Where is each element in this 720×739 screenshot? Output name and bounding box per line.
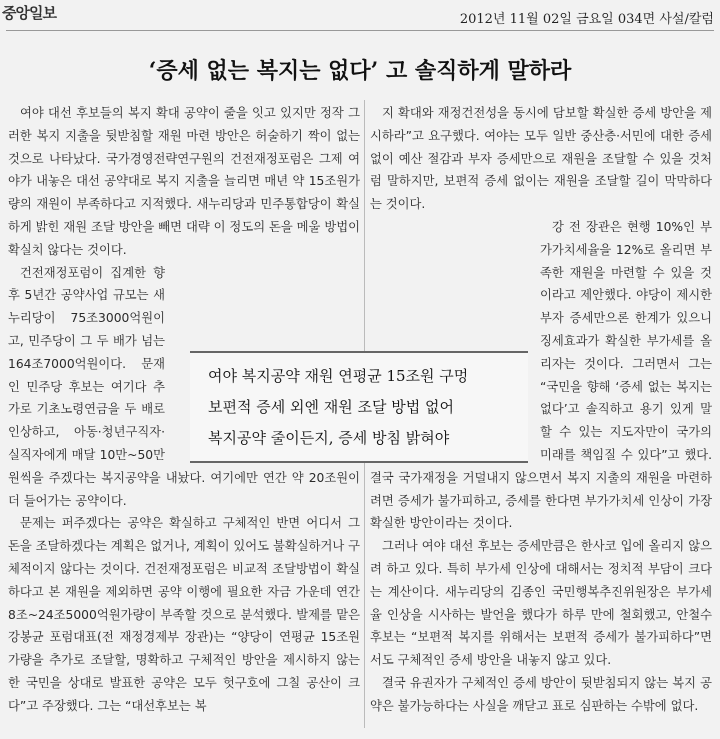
- paragraph: 건전재정포럼이 집계한 향후 5년간 공약사업 규모는 새누리당이 75조3000억원이고, 민주당이 그 두 배가 넘는 164조7000억원이다. 문재인 민주당 후보는 여기다 추가로 기초노령연금을 두 배로 인상하고, 아동·청년구직자·실직자에게 매달 10만~50만원씩을 주겠다는 복지공약을 내놨다. 여기에만 연간 약 20조원이 더 들어가는 공약이다.: [8, 265, 360, 508]
- dateline: 2012년 11월 02일 금요일 034면 사설/칼럼: [459, 12, 714, 27]
- paragraph: 여야 대선 후보들의 복지 확대 공약이 줄을 잇고 있지만 정작 그러한 복지 지출을 뒷받침할 재원 마련 방안은 허술하기 짝이 없는 것으로 나타났다. 국가경영전략연구원의 건전재정포럼은 그제 여야가 내놓은 대선 공약대로 복지 지출을 늘리면 매년 약 15조원가량의 재원이 부족하다고 지적했다. 새누리당과 민주통합당이 확실하게 밝힌 재원 조달 방안을 빼면 대략 이 정도의 돈을 메울 방법이 확실치 않다는 것이다.: [8, 106, 360, 257]
- paragraph: 결국 유권자가 구체적인 증세 방안이 뒷받침되지 않는 복지 공약은 불가능하다는 사실을 깨닫고 표로 심판하는 수밖에 없다.: [370, 675, 712, 713]
- top-divider: [6, 30, 714, 31]
- callout-line: 여야 복지공약 재원 연평균 15조원 구멍: [208, 367, 469, 385]
- editorial-headline: ‘증세 없는 복지는 없다’ 고 솔직하게 말하라: [148, 58, 572, 84]
- paragraph: 문제는 퍼주겠다는 공약은 확실하고 구체적인 반면 어디서 그 돈을 조달하겠다는 계획은 없거나, 계획이 있어도 불확실하거나 구체적이지 않다는 것이다. 건전재정포럼은 비교적 조달방법이 확실하다고 본 재원을 제외하면 공약 이행에 필요한 자금 가운데 연간 8조~24조5000억원가량이 부족할 것으로 분석했다. 발제를 맡은 강봉균 포럼대표(전 재정경제부 장관)는 “양당이 연평균 15조원가량을 추가로 조달할, 명확하고 구체적인 방안을 제시하지 않는 한 국민을 상대로 발표한 공약은 모두 헛구호에 그칠 공산이 크다”고 주장했다. 그는 “대선후보는 복: [8, 516, 360, 713]
- paragraph: 지 확대와 재정건전성을 동시에 담보할 확실한 증세 방안을 제시하라”고 요구했다. 여야는 모두 일반 중산층·서민에 대한 증세 없이 예산 절감과 부자 증세만으로 재원을 조달할 수 있을 것처럼 말하지만, 보편적 증세 없이는 재원을 조달할 길이 막막하다는 것이다.: [370, 106, 712, 212]
- paragraph: 그러나 여야 대선 후보는 증세만큼은 한사코 입에 올리지 않으려 하고 있다. 특히 부가세 인상에 대해서는 정치적 부담이 크다는 계산이다. 새누리당의 김종인 국민행복추진위원장은 부가세율 인상을 시사하는 발언을 했다가 하루 만에 철회했고, 안철수 후보는 “보편적 복지를 위해서는 보편적 증세가 불가피하다”면서도 구체적인 증세 방안을 내놓지 않고 있다.: [370, 539, 712, 668]
- callout-line: 복지공약 줄이든지, 증세 방침 밝혀야: [208, 429, 450, 447]
- summary-callout: [190, 351, 528, 463]
- callout-line: 보편적 증세 외엔 재원 조달 방법 없어: [208, 398, 454, 416]
- paragraph: 강 전 장관은 현행 10%인 부가가치세율을 12%로 올리면 부족한 재원을 마련할 수 있을 것이라고 제안했다. 야당이 제시한 부자 증세만으론 한계가 있으니 징세효과가 확실한 부가세를 올리자는 것이다. 그러면서 그는 “국민을 향해 ‘증세 없는 복지는 없다’고 솔직하고 용기 있게 말할 수 있는 지도자만이 국가의 미래를 책임질 수 있다”고 했다. 결국 국가재정을 거덜내지 않으면서 복지 지출의 재원을 마련하려면 증세가 불가피하고, 증세를 한다면 부가가치세 인상이 가장 확실한 방안이라는 것이다.: [370, 219, 712, 531]
- newspaper-logo: 중앙일보: [2, 4, 56, 22]
